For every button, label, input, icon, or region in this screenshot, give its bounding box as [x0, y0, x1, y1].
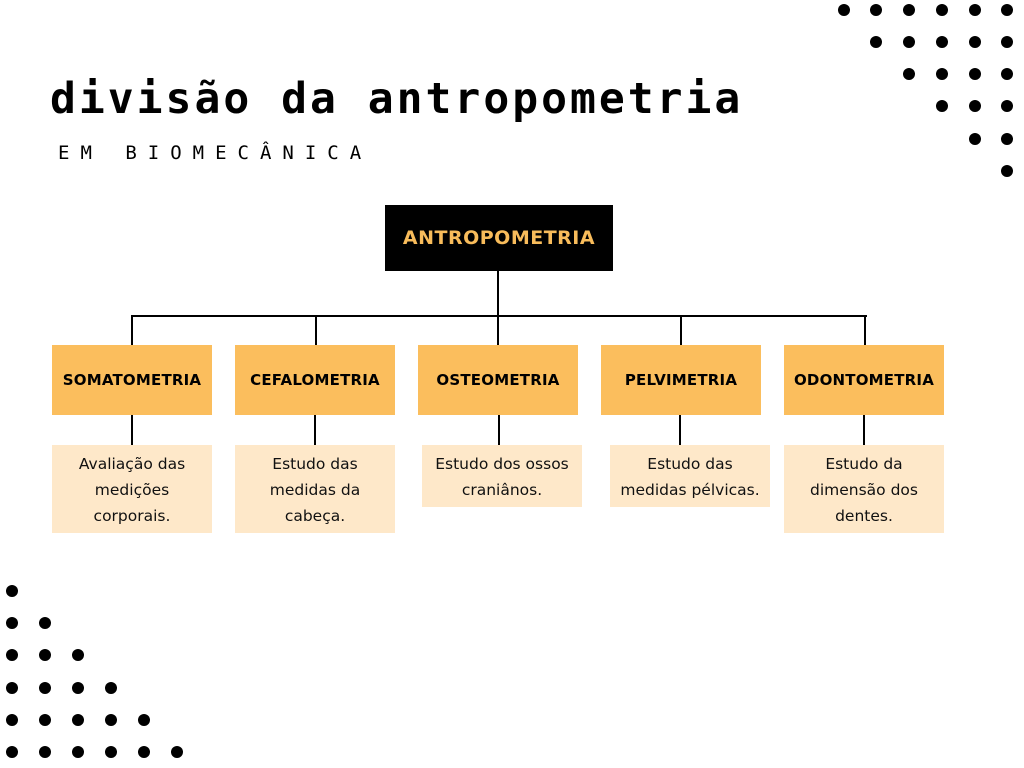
- branch-line: [680, 315, 682, 345]
- category-node-pelvimetria: PELVIMETRIA: [601, 345, 761, 415]
- decor-dot: [6, 617, 18, 629]
- branch-line: [315, 315, 317, 345]
- decor-dot: [838, 4, 850, 16]
- root-stem-line: [497, 271, 499, 316]
- root-node: ANTROPOMETRIA: [385, 205, 613, 271]
- decor-dot: [1001, 100, 1013, 112]
- decor-dot: [72, 682, 84, 694]
- category-node-cefalometria: CEFALOMETRIA: [235, 345, 395, 415]
- category-node-somatometria: SOMATOMETRIA: [52, 345, 212, 415]
- category-node-osteometria: OSTEOMETRIA: [418, 345, 578, 415]
- decor-dot: [138, 746, 150, 758]
- description-somatometria: Avaliação das medições corporais.: [52, 445, 212, 533]
- decor-dot: [969, 68, 981, 80]
- decor-dot: [6, 746, 18, 758]
- description-osteometria: Estudo dos ossos craniânos.: [422, 445, 582, 507]
- decor-dot: [39, 714, 51, 726]
- horizontal-bus-line: [131, 315, 867, 317]
- decor-dot: [936, 68, 948, 80]
- decor-dot: [936, 4, 948, 16]
- decor-dot: [39, 649, 51, 661]
- decor-dot: [72, 649, 84, 661]
- decor-dot: [969, 4, 981, 16]
- decor-dot: [6, 585, 18, 597]
- decor-dot: [1001, 68, 1013, 80]
- desc-link-line: [131, 415, 133, 445]
- decor-dot: [969, 100, 981, 112]
- decor-dot: [138, 714, 150, 726]
- decor-dot: [903, 4, 915, 16]
- decor-dot: [969, 133, 981, 145]
- decor-dot: [105, 714, 117, 726]
- branch-line: [864, 315, 866, 345]
- page-subtitle: EM BIOMECÂNICA: [58, 142, 373, 164]
- decor-dot: [1001, 165, 1013, 177]
- decor-dot: [936, 36, 948, 48]
- decor-dot: [969, 36, 981, 48]
- decor-dot: [72, 746, 84, 758]
- decor-dot: [105, 682, 117, 694]
- decor-dot: [903, 68, 915, 80]
- branch-line: [131, 315, 133, 345]
- desc-link-line: [498, 415, 500, 445]
- decor-dot: [105, 746, 117, 758]
- description-cefalometria: Estudo das medidas da cabeça.: [235, 445, 395, 533]
- decor-dot: [39, 682, 51, 694]
- decor-dot: [870, 4, 882, 16]
- description-pelvimetria: Estudo das medidas pélvicas.: [610, 445, 770, 507]
- decor-dot: [171, 746, 183, 758]
- decor-dot: [6, 649, 18, 661]
- decor-dot: [39, 617, 51, 629]
- decor-dot: [6, 682, 18, 694]
- description-odontometria: Estudo da dimensão dos dentes.: [784, 445, 944, 533]
- page-title: divisão da antropometria: [50, 74, 744, 124]
- desc-link-line: [863, 415, 865, 445]
- decor-dot: [39, 746, 51, 758]
- decor-dot: [1001, 4, 1013, 16]
- decor-dot: [1001, 36, 1013, 48]
- category-node-odontometria: ODONTOMETRIA: [784, 345, 944, 415]
- decor-dot: [936, 100, 948, 112]
- desc-link-line: [314, 415, 316, 445]
- decor-dot: [870, 36, 882, 48]
- branch-line: [497, 315, 499, 345]
- decor-dot: [1001, 133, 1013, 145]
- decor-dot: [6, 714, 18, 726]
- decor-dot: [903, 36, 915, 48]
- decor-dot: [72, 714, 84, 726]
- desc-link-line: [679, 415, 681, 445]
